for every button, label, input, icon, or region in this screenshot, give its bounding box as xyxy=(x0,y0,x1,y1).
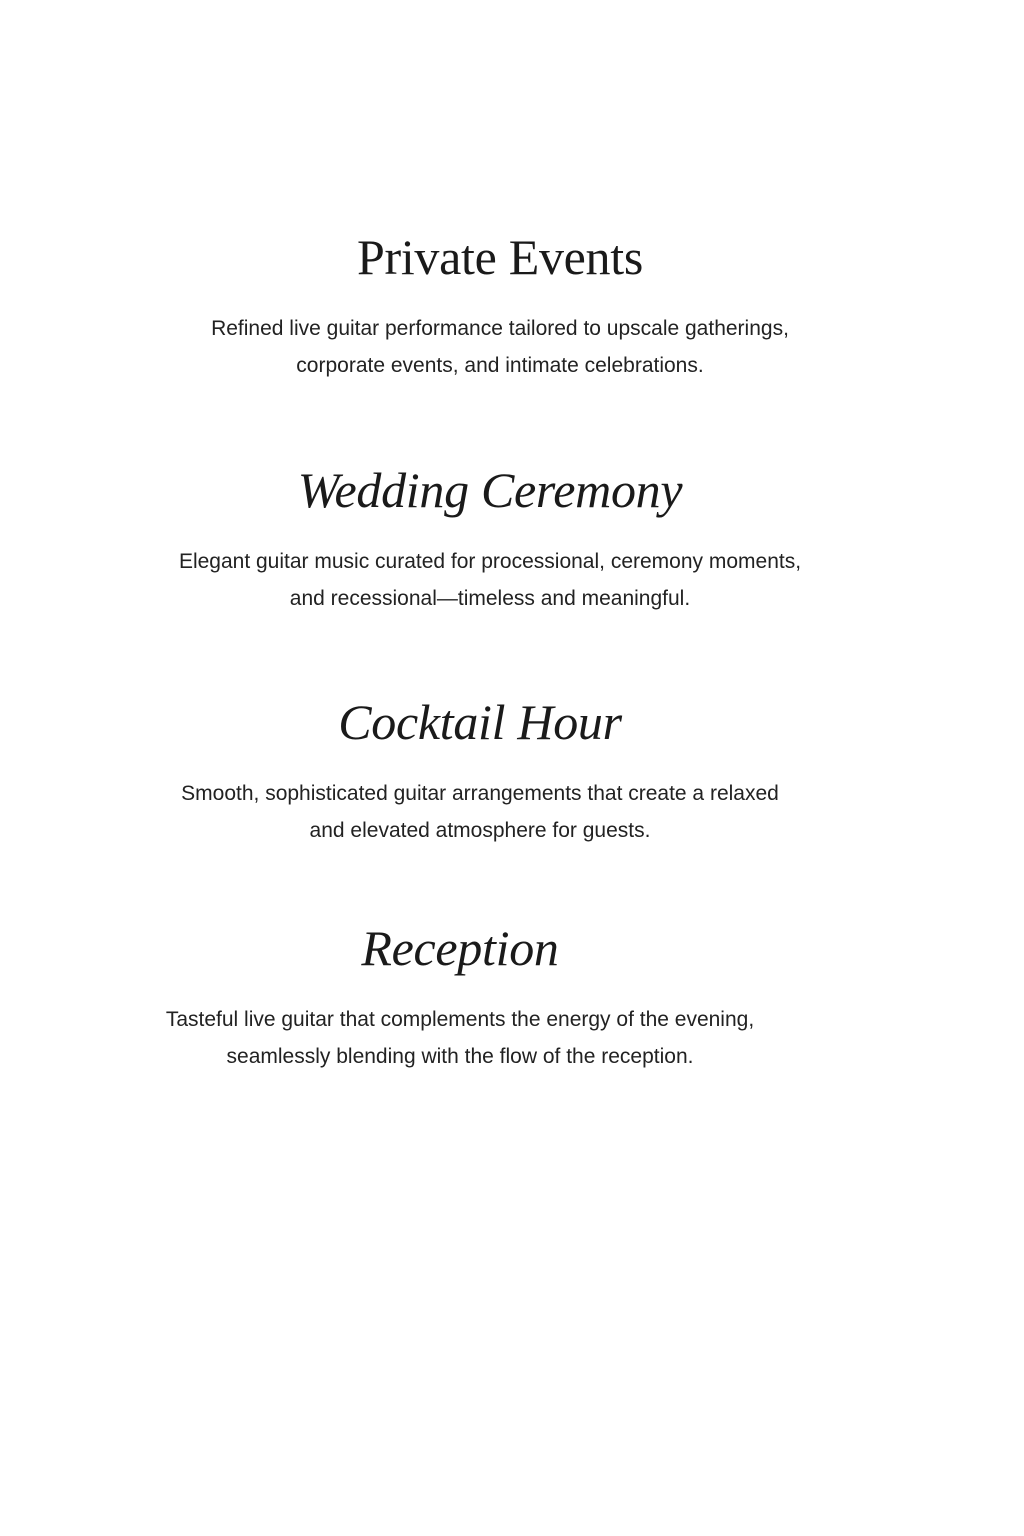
section-title: Wedding Ceremony xyxy=(297,462,683,518)
description-line: and elevated atmosphere for guests. xyxy=(309,819,651,842)
section-wedding-ceremony xyxy=(150,462,830,617)
description-line: Elegant guitar music curated for processional, ceremony moments, xyxy=(178,550,802,573)
description-line: and recessional—timeless and meaningful. xyxy=(289,587,691,610)
description-line: Tasteful live guitar that complements the energy of the evening, xyxy=(165,1008,755,1031)
description-line: Refined live guitar performance tailored to upscale gatherings, xyxy=(211,317,789,340)
description-line: Smooth, sophisticated guitar arrangements that create a relaxed xyxy=(181,782,779,805)
section-title: Reception xyxy=(361,920,559,976)
section-title: Cocktail Hour xyxy=(338,694,622,750)
section-description xyxy=(110,1001,810,1075)
section-description xyxy=(135,775,825,849)
section-description xyxy=(170,310,830,384)
section-description xyxy=(150,543,830,617)
section-title: Private Events xyxy=(356,229,643,285)
section-reception xyxy=(110,920,810,1075)
section-private-events xyxy=(170,229,830,384)
description-line: seamlessly blending with the flow of the reception. xyxy=(226,1045,694,1068)
section-cocktail-hour xyxy=(135,694,825,849)
description-line: corporate events, and intimate celebrations. xyxy=(296,354,704,377)
